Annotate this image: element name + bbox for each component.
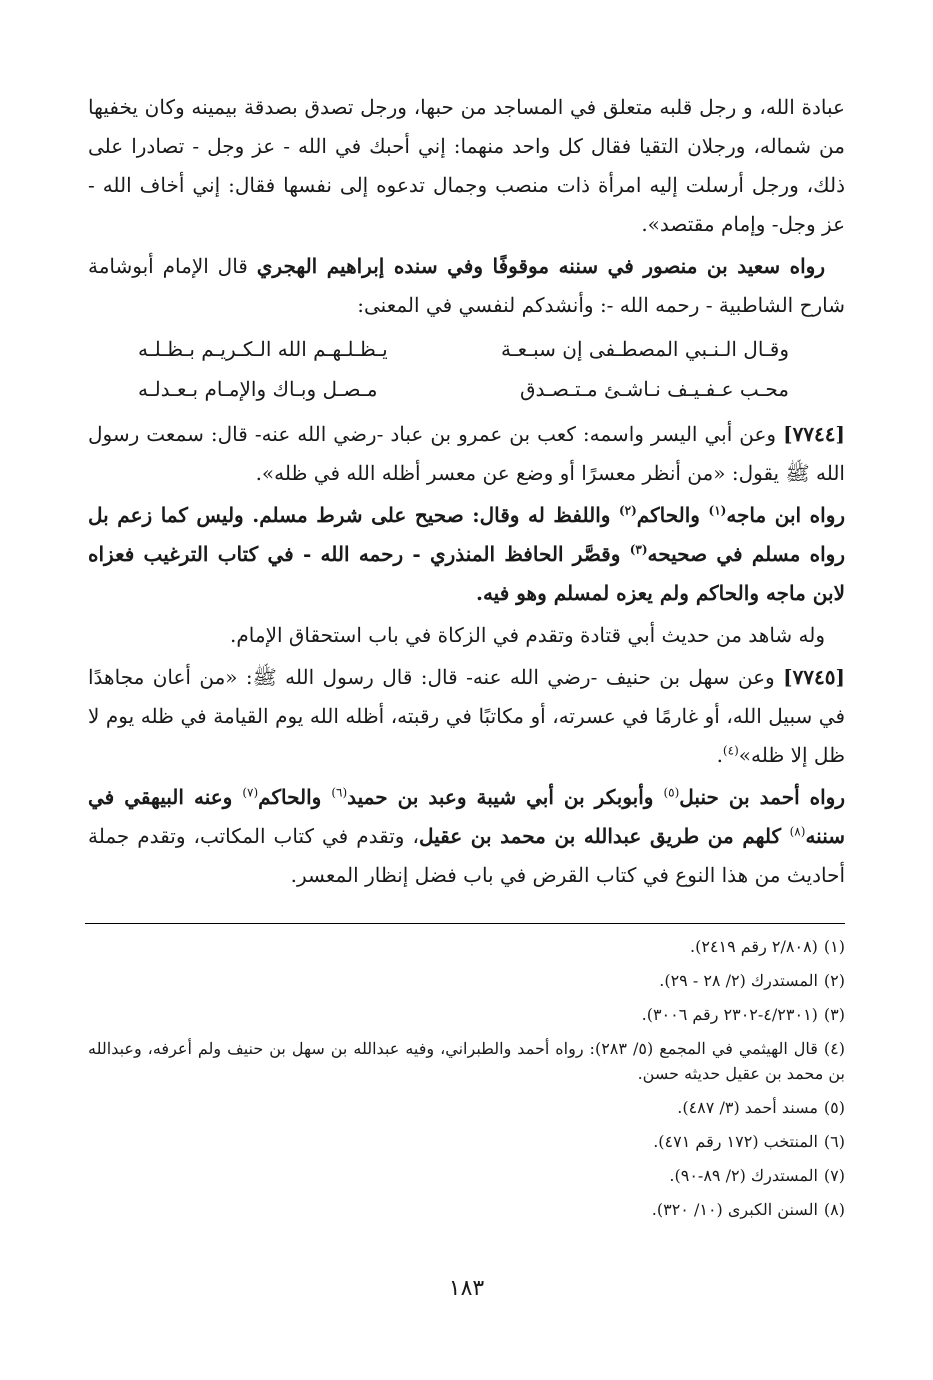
takhrij-7745 [88, 778, 845, 895]
footnote-number: (٥) [823, 1098, 845, 1117]
hadith-number: [٧٧٤٤] [783, 422, 845, 446]
hadith-end: . [716, 743, 723, 767]
paragraph-narration [88, 247, 845, 325]
takhrij-text: رواه أحمد بن حنبل [679, 785, 846, 809]
footnote-number: (٣) [823, 1005, 845, 1024]
footnote-ref[interactable]: (٥) [663, 785, 680, 800]
verse-first-hemistich: وقـال الـنـبي المصطـفى إن سبـعـة [501, 337, 789, 361]
hadith-7744 [88, 415, 845, 493]
poem [88, 329, 845, 409]
footnote-number: (٦) [823, 1132, 845, 1151]
footnote-ref[interactable]: (٨) [789, 824, 806, 839]
takhrij-text: رواه ابن ماجه [726, 503, 846, 527]
footnote-ref[interactable]: (٤) [722, 743, 739, 758]
takhrij-text: وعنه البيهقي في سننه [88, 785, 845, 848]
footnote-number: (٧) [823, 1166, 845, 1185]
narration-lead: رواه سعيد بن منصور في سننه موقوفًا وفي سنده إبراهيم الهجري [256, 254, 826, 278]
verse-line [88, 329, 845, 369]
footnote-text: مسند أحمد (٣/ ٤٨٧). [677, 1098, 818, 1117]
footnote-text: المستدرك (٢/ ٨٩-٩٠). [669, 1166, 818, 1185]
paragraph-continuation: عبادة الله، و رجل قلبه متعلق في المساجد من حبها، ورجل تصدق بصدقة بيمينه وكان يخفيها من شماله، ورجلان التقيا فقال كل واحد منهما: إني أحبك في الله - عز وجل - تصادرا على ذلك، ورجل أرسلت إليه امرأة ذات منصب وجمال تدعوه إلى نفسها فقال: إني أخاف الله - عز وجل- وإمام مقتصد». [88, 95, 845, 236]
footnote-ref[interactable]: (٦) [331, 785, 348, 800]
hadith-text: وعن سهل بن حنيف -رضي الله عنه- قال: قال رسول الله ﷺ: «من أعان مجاهدًا في سبيل الله، أو غارمًا في عسرته، أو مكاتبًا في رقبته، أظله الله يوم القيامة في ظله يوم لا ظل إلا ظله» [88, 665, 845, 767]
footnote-text: المستدرك (٢/ ٢٨ - ٢٩). [659, 971, 818, 990]
footnote [88, 1002, 845, 1027]
narration-rest: قال الإمام أبوشامة شارح الشاطبية - رحمه الله -: وأنشدكم لنفسي في المعنى: [88, 254, 845, 317]
takhrij-text: وأبوبكر بن أبي شيبة وعبد بن حميد [347, 785, 664, 809]
footnote-number: (١) [823, 937, 845, 956]
hadith-number: [٧٧٤٥] [783, 665, 845, 689]
footnote-text: السنن الكبرى (١٠/ ٣٢٠). [651, 1200, 818, 1219]
footnote-ref[interactable]: (١) [708, 503, 727, 518]
takhrij-text: كلهم من طريق عبدالله بن محمد بن عقيل [418, 824, 790, 848]
footnote-text: قال الهيثمي في المجمع (٥/ ٢٨٣): رواه أحمد والطبراني، وفيه عبدالله بن سهل بن حنيف ولم أعرفه، وعبدالله بن محمد بن عقيل حديثه حسن. [88, 1039, 845, 1083]
footnote-number: (٢) [823, 971, 845, 990]
page-number: ١٨٣ [448, 1276, 485, 1301]
footnote-divider [85, 923, 845, 924]
footnote [88, 1197, 845, 1222]
footnotes [88, 934, 845, 1222]
footnote [88, 968, 845, 993]
footnote-number: (٨) [823, 1200, 845, 1219]
verse-first-hemistich: محـب عـفـيـف نـاشـئ مـتـصـدق [519, 377, 789, 401]
takhrij-text: والحاكم [636, 503, 709, 527]
footnote-text: المنتخب (١٧٢ رقم ٤٧١). [653, 1132, 818, 1151]
takhrij-text: وقصَّر الحافظ المنذري - رحمه الله - في كتاب الترغيب فعزاه لابن ماجه والحاكم ولم يعزه لمسلم وهو فيه. [88, 542, 845, 605]
takhrij-text: ، وتقدم في كتاب المكاتب، وتقدم جملة أحاديث من هذا النوع في كتاب القرض في باب فضل إنظار المعسر. [88, 824, 845, 887]
footnote [88, 1095, 845, 1120]
footnote-ref[interactable]: (٢) [618, 503, 637, 518]
footnote-text: (٢/٨٠٨ رقم ٢٤١٩). [689, 937, 818, 956]
footnote [88, 1036, 845, 1086]
verse-second-hemistich: يـظـلـهـم الله الـكـريـم بـظـلـه [138, 337, 388, 361]
footnote [88, 934, 845, 959]
verse-second-hemistich: مـصـل وبـاك والإمـام بـعـدلـه [138, 377, 378, 401]
verse-line [88, 369, 845, 409]
footnote-ref[interactable]: (٣) [629, 542, 648, 557]
takhrij-text: واللفظ له وقال: صحيح على شرط مسلم. وليس كما زعم بل رواه مسلم في صحيحه [88, 503, 845, 566]
witness-note: وله شاهد من حديث أبي قتادة وتقدم في الزكاة في باب استحقاق الإمام. [230, 623, 825, 647]
footnote [88, 1163, 845, 1188]
footnote-ref[interactable]: (٧) [242, 785, 259, 800]
footnote-number: (٤) [823, 1039, 846, 1058]
footnote-text: (٤/٢٣٠١-٢٣٠٢ رقم ٣٠٠٦). [641, 1005, 818, 1024]
takhrij-7744 [88, 496, 845, 613]
hadith-7745 [88, 658, 845, 775]
hadith-text: وعن أبي اليسر واسمه: كعب بن عمرو بن عباد -رضي الله عنه- قال: سمعت رسول الله ﷺ يقول: «من أنظر معسرًا أو وضع عن معسر أظله الله في ظله». [88, 422, 845, 485]
footnote [88, 1129, 845, 1154]
takhrij-text: والحاكم [258, 785, 332, 809]
